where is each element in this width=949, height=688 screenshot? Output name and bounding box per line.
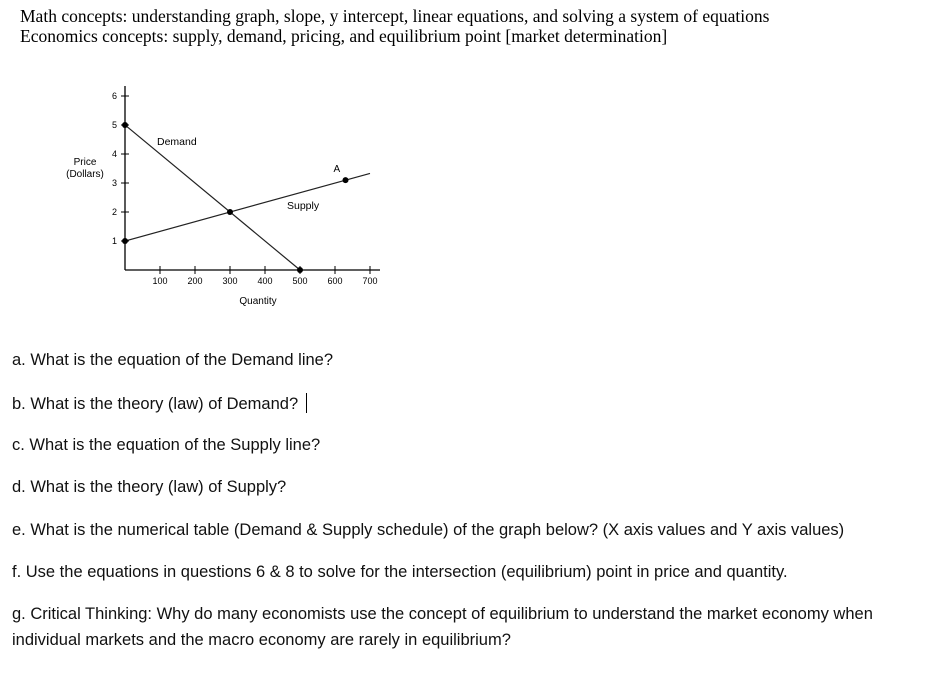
supply-demand-chart <box>0 0 400 320</box>
x-tick-label: 500 <box>292 276 308 286</box>
chart-ticks <box>112 91 378 286</box>
question-e: e. What is the numerical table (Demand & Supply schedule) of the graph below? (X axis values and Y axis values) <box>12 521 845 539</box>
y-tick-label: 5 <box>111 120 117 130</box>
x-tick-label: 700 <box>362 276 378 286</box>
x-tick-label: 200 <box>187 276 203 286</box>
chart-series <box>125 125 370 270</box>
point-label: A <box>333 164 341 176</box>
question-f: f. Use the equations in questions 6 & 8 to solve for the intersection (equilibrium) point in price and quantity. <box>12 563 788 581</box>
question-a: a. What is the equation of the Demand line? <box>12 351 334 369</box>
question-g: g. Critical Thinking: Why do many economists use the concept of equilibrium to understand the market economy when individual markets and the macro economy are rarely in equilibrium? <box>12 605 873 649</box>
supply-line <box>125 173 370 241</box>
question-b-row <box>12 393 307 414</box>
data-point <box>122 238 128 244</box>
x-tick-label: 100 <box>152 276 168 286</box>
y-axis-label-line1: Price <box>73 157 97 168</box>
question-d: d. What is the theory (law) of Supply? <box>12 478 287 496</box>
data-point <box>227 209 233 215</box>
chart-points <box>122 122 349 273</box>
question-b: b. What is the theory (law) of Demand? <box>12 395 299 413</box>
supply-label: Supply <box>287 200 320 212</box>
economics-concepts-line: Economics concepts: supply, demand, pricing, and equilibrium point [market determination] <box>20 26 668 46</box>
y-tick-label: 1 <box>111 236 117 246</box>
y-tick-label: 6 <box>111 91 117 101</box>
demand-line <box>125 125 300 270</box>
demand-label: Demand <box>157 136 197 148</box>
question-c: c. What is the equation of the Supply line? <box>12 436 321 454</box>
x-tick-label: 400 <box>257 276 273 286</box>
x-axis-label: Quantity <box>239 296 277 307</box>
chart-axes <box>125 86 380 270</box>
data-point <box>122 122 128 128</box>
text-cursor <box>306 393 307 413</box>
data-point <box>297 267 303 273</box>
x-tick-label: 300 <box>222 276 238 286</box>
y-tick-label: 2 <box>111 207 117 217</box>
y-tick-label: 3 <box>111 178 117 188</box>
y-axis-label-line2: (Dollars) <box>66 169 104 180</box>
y-tick-label: 4 <box>111 149 117 159</box>
data-point <box>343 177 349 183</box>
x-tick-label: 600 <box>327 276 343 286</box>
math-concepts-line: Math concepts: understanding graph, slope, y intercept, linear equations, and solving a system of equations <box>20 6 770 26</box>
